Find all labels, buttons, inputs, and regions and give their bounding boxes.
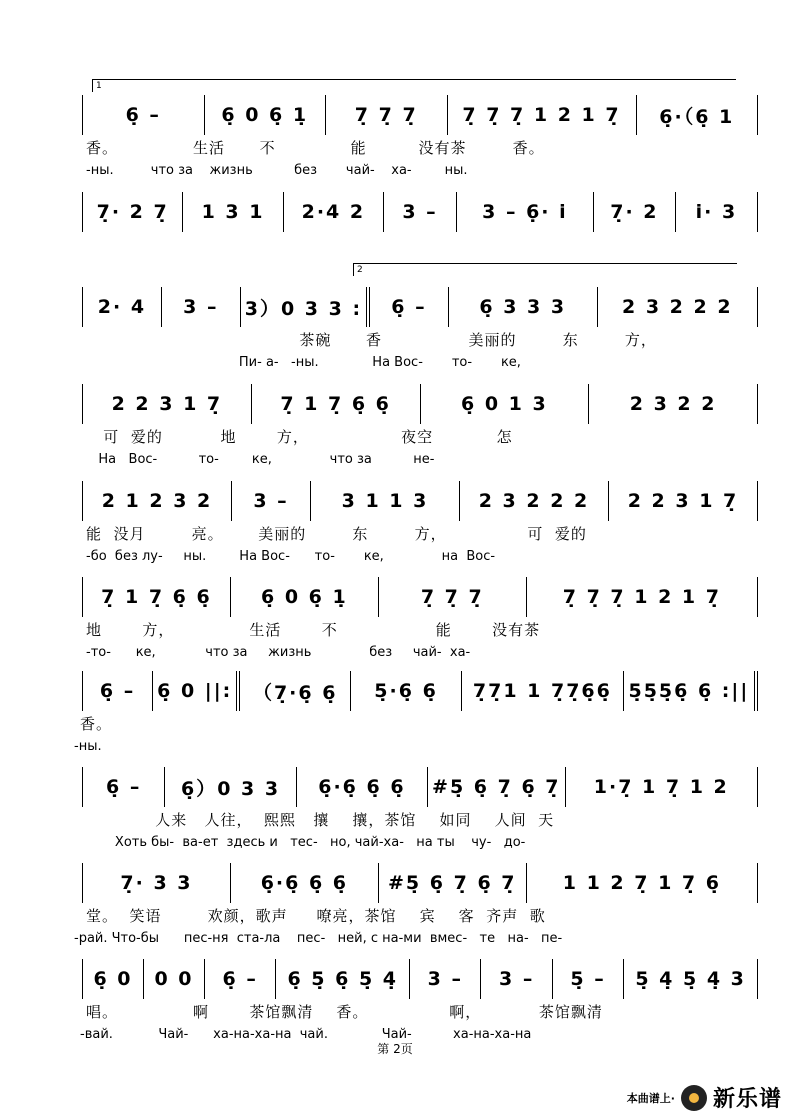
score-line-3	[0, 265, 790, 387]
lyric-chinese: 香。 生活 不 能 没有茶 香。	[86, 139, 545, 157]
lyric-russian: -ны. что за жизнь без чай- ха- ны.	[86, 163, 468, 178]
measure: 2 3 2 2 2	[598, 287, 758, 327]
score-line-6	[0, 577, 790, 677]
measure: 7̣ 7̣ 7̣	[326, 95, 448, 135]
credit-text: 本曲谱上·	[626, 1091, 675, 1105]
measure: 1·7̣ 1 7̣ 1 2	[566, 767, 758, 807]
measure: 6̣·6̣ 6̣ 6̣	[231, 863, 379, 903]
measure: 6̣·（6̣ 1	[637, 95, 759, 135]
staff-row	[0, 287, 790, 327]
measure: 6̣·6̣ 6̣ 6̣	[297, 767, 428, 807]
measure: 6̣ –	[82, 95, 205, 135]
volta-1: 1	[92, 79, 736, 92]
lyric-russian: -рай. Что-бы пес-ня ста-ла пес- ней, с на-ми вмес- те на- пе-	[74, 931, 563, 946]
volta-2: 2	[353, 263, 737, 276]
lyric-russian: -то- ке, что за жизнь без чай- ха-	[86, 645, 471, 660]
lyric-russian: -вай. Чай- ха-на-ха-на чай. Чай- ха-на-ха-на	[80, 1027, 532, 1042]
staff-row	[0, 192, 790, 232]
measure: 3）0 3 3 :	[241, 287, 370, 327]
measure: 6̣ 0	[82, 959, 144, 999]
measure: 5̣ 4̣ 5̣ 4̣ 3	[624, 959, 758, 999]
measure: 7̣7̣1 1 7̣7̣6̣6̣	[462, 671, 624, 711]
measure: 3 –	[232, 481, 311, 521]
score-line-8	[0, 767, 790, 867]
measure: 6̣ –	[82, 671, 153, 711]
record-logo-icon	[681, 1085, 707, 1111]
measure: i· 3	[676, 192, 758, 232]
lyric-chinese: 香。	[80, 715, 113, 733]
score-line-2	[0, 192, 790, 292]
measure: 1 1 2 7̣ 1 7̣ 6̣	[527, 863, 758, 903]
measure: 7̣ 7̣ 7̣ 1 2 1 7̣	[448, 95, 637, 135]
lyric-chinese: 人来 人往， 熙熙 攘 攘，茶馆 如同 人间 天	[86, 811, 555, 829]
brand-name: 新乐谱	[712, 1087, 782, 1112]
measure: 6̣ 0 ||:	[153, 671, 240, 711]
measure: 2 1 2 3 2	[82, 481, 232, 521]
measure: 2 3 2 2 2	[460, 481, 609, 521]
lyric-chinese: 堂。 笑语 欢颜，歌声 嘹亮，茶馆 宾 客 齐声 歌	[86, 907, 546, 925]
page-number: 第 2页	[377, 1042, 413, 1056]
measure: 7̣· 3 3	[82, 863, 231, 903]
score-line-1	[0, 81, 790, 195]
measure: 0 0	[144, 959, 205, 999]
measure: 5̣·6̣ 6̣	[351, 671, 462, 711]
lyric-russian: Пи- а- -ны. На Вос- то- ке,	[86, 355, 521, 370]
lyric-russian: Хоть бы- ва-ет здесь и тес- но, чай-ха- на ты чу- до-	[86, 835, 526, 850]
site-watermark	[627, 1082, 782, 1113]
score-line-7	[0, 671, 790, 771]
measure: 3 –	[162, 287, 241, 327]
staff-row	[0, 959, 790, 999]
measure: #5̣ 6̣ 7̣ 6̣ 7̣	[379, 863, 527, 903]
measure: 6̣）0 3 3	[165, 767, 296, 807]
measure: 2 2 3 1 7̣	[609, 481, 758, 521]
lyric-russian: На Вос- то- ке, что за не-	[86, 452, 435, 467]
measure: 6̣ 5̣ 6̣ 5̣ 4̣	[276, 959, 410, 999]
measure: 6̣ –	[370, 287, 449, 327]
score-line-5	[0, 481, 790, 581]
staff-row	[0, 577, 790, 617]
measure: 1 3 1	[183, 192, 283, 232]
measure: 2 2 3 1 7̣	[82, 384, 252, 424]
measure: （7̣·6̣ 6̣	[240, 671, 351, 711]
measure: 7̣ 7̣ 7̣ 1 2 1 7̣	[527, 577, 758, 617]
lyric-chinese: 地 方， 生活 不 能 没有茶	[86, 621, 541, 639]
lyric-russian: -бо без лу- ны. На Вос- то- ке, на Вос-	[86, 549, 496, 564]
measure: 7̣· 2 7̣	[82, 192, 183, 232]
measure: 2·4 2	[284, 192, 384, 232]
measure: 6̣ 0 6̣ 1̣	[205, 95, 327, 135]
lyric-chinese: 可 爱的 地 方， 夜空 怎	[86, 428, 513, 446]
measure: 5̣ –	[553, 959, 624, 999]
measure: 6̣ 0 1 3	[421, 384, 590, 424]
measure: 2 3 2 2	[589, 384, 758, 424]
measure: 6̣ –	[205, 959, 276, 999]
measure: 7̣ 1 7̣ 6̣ 6̣	[82, 577, 231, 617]
score-line-4	[0, 384, 790, 484]
measure: 3 –	[410, 959, 481, 999]
measure: 2· 4	[82, 287, 162, 327]
measure: 3 –	[481, 959, 552, 999]
measure: 3 –	[384, 192, 457, 232]
staff-row	[0, 481, 790, 521]
measure: 7̣· 2	[594, 192, 676, 232]
measure: 7̣ 1 7̣ 6̣ 6̣	[252, 384, 421, 424]
lyric-chinese: 能 没月 亮。 美丽的 东 方， 可 爱的	[86, 525, 587, 543]
lyric-chinese: 茶碗 香 美丽的 东 方，	[86, 331, 657, 349]
lyric-chinese: 唱。 啊 茶馆飘清 香。 啊， 茶馆飘清	[86, 1003, 603, 1021]
score-line-9	[0, 863, 790, 963]
measure: 7̣ 7̣ 7̣	[379, 577, 527, 617]
staff-row	[0, 863, 790, 903]
measure: 5̣5̣5̣6̣ 6̣ :||	[624, 671, 758, 711]
lyric-russian: -ны.	[74, 739, 102, 754]
staff-row	[0, 384, 790, 424]
measure: 3 – 6̣· i	[457, 192, 594, 232]
staff-row	[0, 767, 790, 807]
staff-row	[0, 671, 790, 711]
measure: 6̣ –	[82, 767, 165, 807]
measure: 6̣ 3 3 3	[449, 287, 598, 327]
measure: 6̣ 0 6̣ 1̣	[231, 577, 379, 617]
measure: 3 1 1 3	[311, 481, 460, 521]
staff-row	[0, 95, 790, 135]
measure: #5̣ 6̣ 7̣ 6̣ 7̣	[428, 767, 565, 807]
